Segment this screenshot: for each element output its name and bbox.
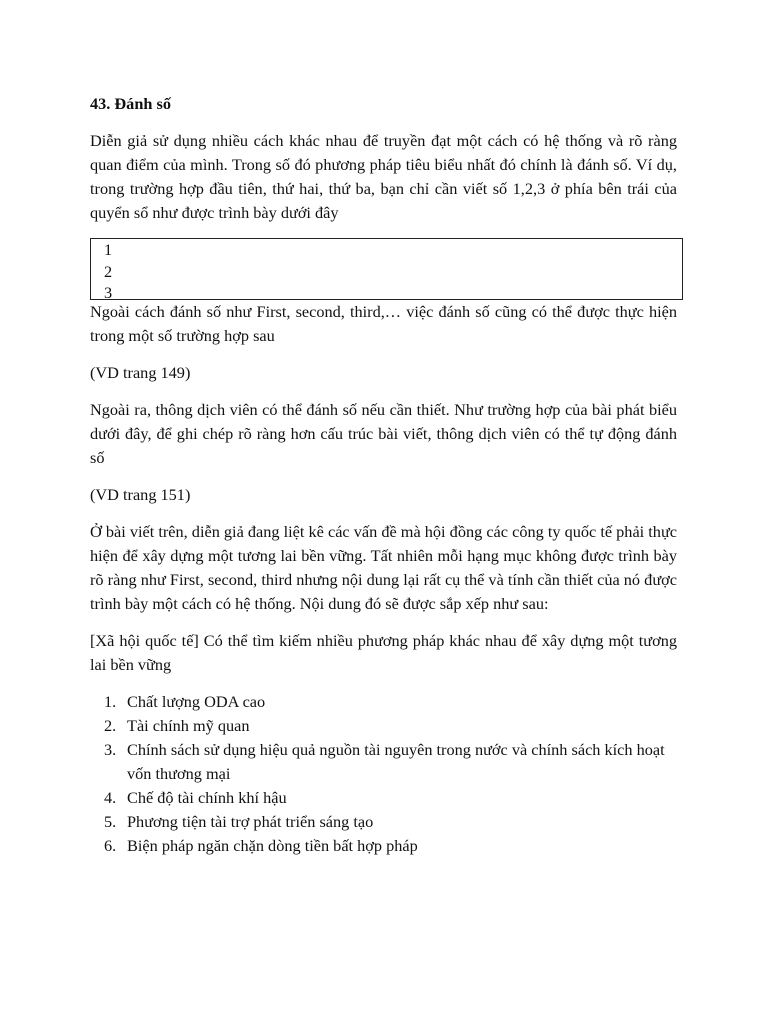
paragraph-intro: Diễn giả sử dụng nhiều cách khác nhau để truyền đạt một cách có hệ thống và rõ ràng quan điểm của mình. Trong số đó phương pháp tiêu biểu nhất đó chính là đánh số. Ví dụ, trong trường hợp đầu tiên, thứ hai, thứ ba, bạn chỉ cần viết số 1,2,3 ở phía bên trái của quyển sổ như được trình bày dưới đây [90,131,677,222]
list-number: 3. [104,740,117,759]
example-reference-149: (VD trang 149) [90,363,191,382]
box-number: 3 [104,283,113,302]
list-number: 6. [104,836,117,855]
list-item [90,738,677,786]
list-item [90,834,677,858]
list-item-text: Chính sách sử dụng hiệu quả nguồn tài nguyên trong nước và chính sách kích hoạt vốn thương mại [127,740,665,783]
box-number: 2 [104,261,113,281]
paragraph-summary-title: [Xã hội quốc tế] Có thể tìm kiếm nhiều phương pháp khác nhau để xây dựng một tương lai bền vững [90,631,677,674]
list-number: 2. [104,716,117,735]
list-item-text: Biện pháp ngăn chặn dòng tiền bất hợp pháp [127,836,418,855]
numbered-list [90,690,677,858]
list-item-text: Tài chính mỹ quan [127,716,250,735]
list-item [90,786,677,810]
list-item-text: Phương tiện tài trợ phát triển sáng tạo [127,812,374,831]
list-item-text: Chất lượng ODA cao [127,692,266,711]
paragraph-other-numbering: Ngoài cách đánh số như First, second, third,… việc đánh số cũng có thể được thực hiện trong một số trường hợp sau [90,302,677,345]
section-heading: 43. Đánh số [90,94,171,113]
list-number: 1. [104,692,117,711]
numbering-example-box [90,238,683,300]
paragraph-analysis: Ở bài viết trên, diễn giả đang liệt kê các vấn đề mà hội đồng các công ty quốc tế phải thực hiện để xây dựng một tương lai bền vững. Tất nhiên mỗi hạng mục không được trình bày rõ ràng như First, second, third nhưng nội dung lại rất cụ thể và tính cần thiết của nó được trình bày một cách có hệ thống. Nội dung đó sẽ được sắp xếp như sau: [90,522,677,613]
list-item-text: Chế độ tài chính khí hậu [127,788,287,807]
document-page [90,92,677,858]
example-reference-151: (VD trang 151) [90,485,191,504]
box-number: 1 [104,240,113,259]
list-number: 5. [104,812,117,831]
list-item [90,810,677,834]
list-item [90,690,677,714]
list-number: 4. [104,788,117,807]
paragraph-interpreter: Ngoài ra, thông dịch viên có thể đánh số nếu cần thiết. Như trường hợp của bài phát biểu dưới đây, để ghi chép rõ ràng hơn cấu trúc bài viết, thông dịch viên có thể tự động đánh số [90,400,677,467]
list-item [90,714,677,738]
